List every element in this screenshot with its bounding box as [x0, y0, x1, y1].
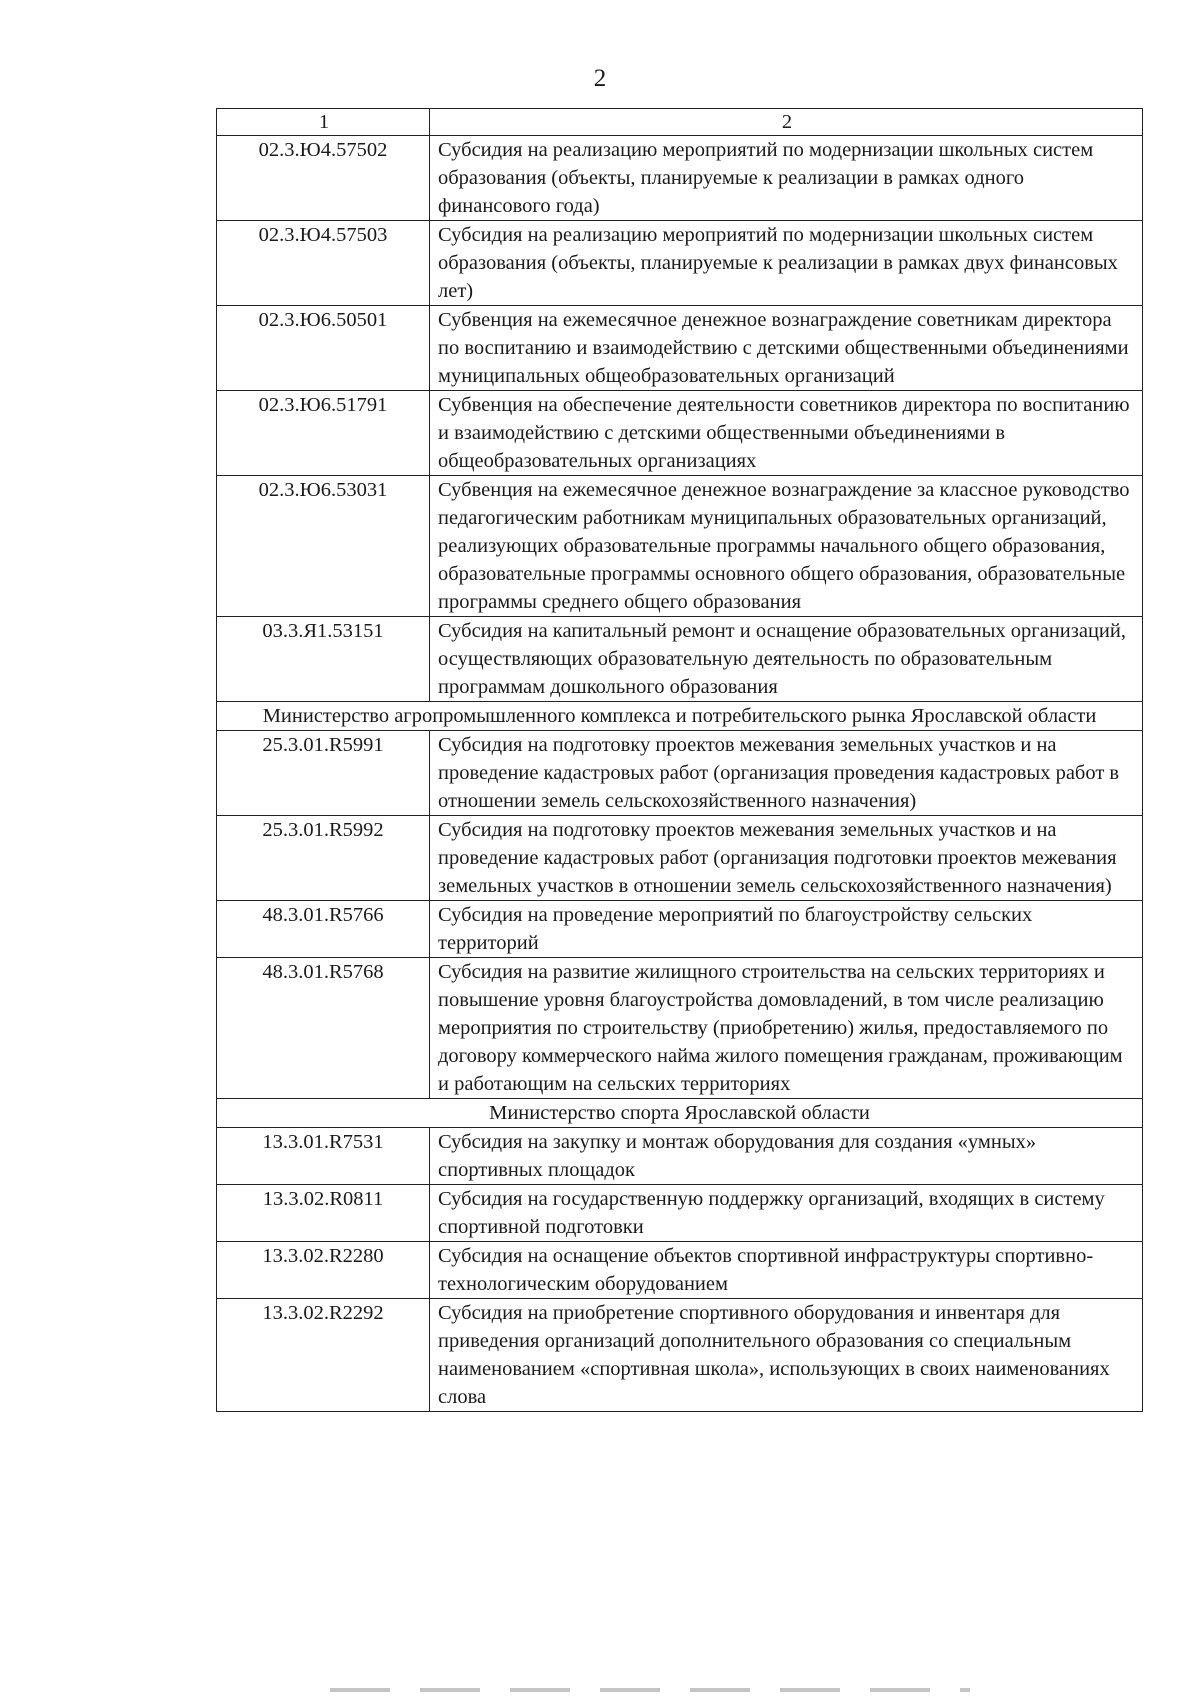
column-header-2: 2 — [430, 109, 1143, 136]
section-row-sport — [217, 1099, 1143, 1128]
table-row — [217, 901, 1143, 958]
budget-code: 02.3.Ю4.57502 — [217, 136, 430, 221]
table-row — [217, 1242, 1143, 1299]
budget-description: Субсидия на реализацию мероприятий по модернизации школьных систем образования (объекты, планируемые к реализации в рамках двух финансовых лет) — [430, 221, 1143, 306]
table-row — [217, 1128, 1143, 1185]
budget-description: Субвенция на ежемесячное денежное вознаграждение за классное руководство педагогическим работникам муниципальных образовательных организаций, реализующих образовательные программы начального общего образования, образовательные программы основного общего образования, образовательные программы среднего общего образования — [430, 476, 1143, 617]
budget-code: 13.3.02.R0811 — [217, 1185, 430, 1242]
budget-description: Субсидия на подготовку проектов межевания земельных участков и на проведение кадастровых работ (организация подготовки проектов межевания земельных участков в отношении земель сельскохозяйственного назначения) — [430, 816, 1143, 901]
budget-code: 02.3.Ю6.51791 — [217, 391, 430, 476]
table-row — [217, 306, 1143, 391]
budget-code: 13.3.02.R2280 — [217, 1242, 430, 1299]
budget-code: 48.3.01.R5768 — [217, 958, 430, 1099]
budget-code-table — [216, 108, 1143, 1412]
section-row-agro — [217, 702, 1143, 731]
budget-description: Субвенция на обеспечение деятельности советников директора по воспитанию и взаимодействию с детскими общественными объединениями в общеобразовательных организациях — [430, 391, 1143, 476]
budget-code: 25.3.01.R5991 — [217, 731, 430, 816]
table-row — [217, 958, 1143, 1099]
budget-code: 02.3.Ю6.50501 — [217, 306, 430, 391]
budget-code: 02.3.Ю6.53031 — [217, 476, 430, 617]
budget-description: Субсидия на закупку и монтаж оборудования для создания «умных» спортивных площадок — [430, 1128, 1143, 1185]
budget-description: Субвенция на ежемесячное денежное вознаграждение советникам директора по воспитанию и взаимодействию с детскими общественными объединениями муниципальных общеобразовательных организаций — [430, 306, 1143, 391]
table-row — [217, 617, 1143, 702]
budget-description: Субсидия на капитальный ремонт и оснащение образовательных организаций, осуществляющих образовательную деятельность по образовательным программам дошкольного образования — [430, 617, 1143, 702]
column-header-1: 1 — [217, 109, 430, 136]
table-row — [217, 476, 1143, 617]
budget-description: Субсидия на реализацию мероприятий по модернизации школьных систем образования (объекты, планируемые к реализации в рамках одного финансового года) — [430, 136, 1143, 221]
budget-description: Субсидия на развитие жилищного строительства на сельских территориях и повышение уровня благоустройства домовладений, в том числе реализацию мероприятия по строительству (приобретению) жилья, предоставляемого по договору коммерческого найма жилого помещения гражданам, проживающим и работающим на сельских территориях — [430, 958, 1143, 1099]
budget-code: 13.3.01.R7531 — [217, 1128, 430, 1185]
budget-description: Субсидия на государственную поддержку организаций, входящих в систему спортивной подготовки — [430, 1185, 1143, 1242]
scan-artifact — [330, 1688, 970, 1692]
table-row — [217, 731, 1143, 816]
budget-code: 48.3.01.R5766 — [217, 901, 430, 958]
table-row — [217, 136, 1143, 221]
section-title-sport: Министерство спорта Ярославской области — [217, 1099, 1143, 1128]
budget-description: Субсидия на оснащение объектов спортивной инфраструктуры спортивно-технологическим оборудованием — [430, 1242, 1143, 1299]
budget-code: 02.3.Ю4.57503 — [217, 221, 430, 306]
table-row — [217, 1185, 1143, 1242]
budget-description: Субсидия на подготовку проектов межевания земельных участков и на проведение кадастровых работ (организация проведения кадастровых работ в отношении земель сельскохозяйственного назначения) — [430, 731, 1143, 816]
table-row — [217, 221, 1143, 306]
table-row — [217, 816, 1143, 901]
budget-code: 25.3.01.R5992 — [217, 816, 430, 901]
page-number: 2 — [593, 65, 607, 92]
budget-code: 03.3.Я1.53151 — [217, 617, 430, 702]
table-row — [217, 391, 1143, 476]
budget-description: Субсидия на приобретение спортивного оборудования и инвентаря для приведения организаций дополнительного образования со специальным наименованием «спортивная школа», использующих в своих наименованиях слова — [430, 1299, 1143, 1412]
budget-code: 13.3.02.R2292 — [217, 1299, 430, 1412]
table-header-row — [217, 109, 1143, 136]
table-row — [217, 1299, 1143, 1412]
section-title-agro: Министерство агропромышленного комплекса и потребительского рынка Ярославской области — [217, 702, 1143, 731]
budget-description: Субсидия на проведение мероприятий по благоустройству сельских территорий — [430, 901, 1143, 958]
